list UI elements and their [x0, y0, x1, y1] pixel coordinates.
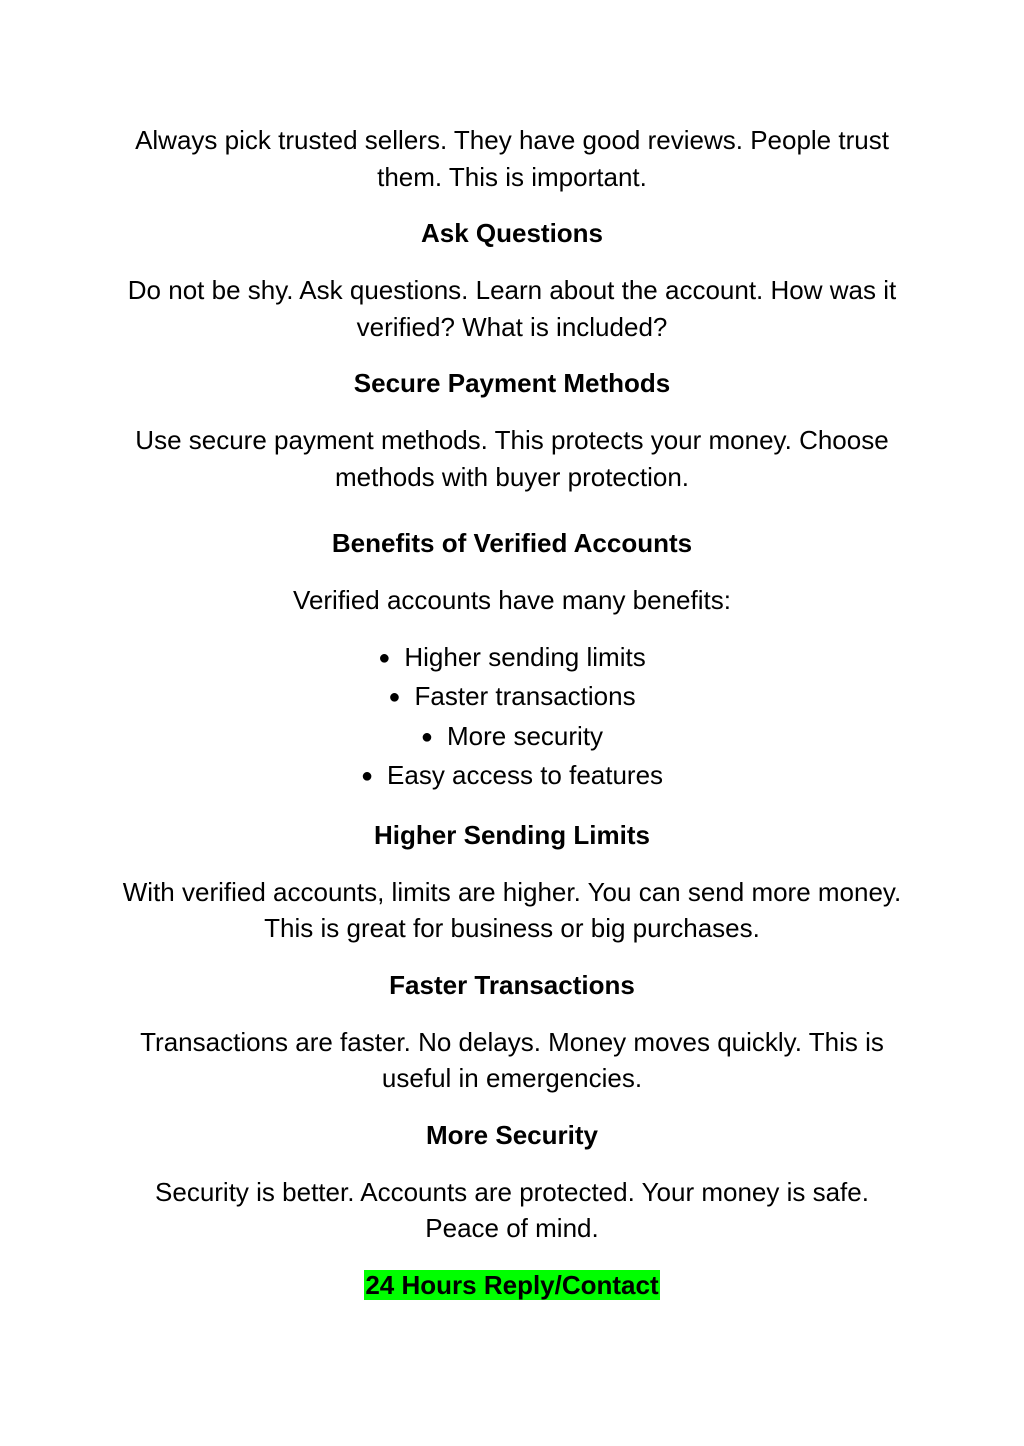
list-item [0, 678, 1024, 718]
faster-transactions-heading: Faster Transactions [389, 969, 635, 1000]
bullet-icon: ● [378, 646, 391, 669]
bullet-icon: ● [360, 765, 374, 787]
list-item-label: More security [447, 720, 604, 751]
more-security-paragraph: Security is better. Accounts are protected. Your money is safe. Peace of mind. [155, 1176, 869, 1243]
faster-transactions-paragraph: Transactions are faster. No delays. Money moves quickly. This is useful in emergencies. [140, 1026, 884, 1093]
bullet-icon: ● [420, 725, 434, 748]
higher-limits-heading: Higher Sending Limits [374, 819, 650, 850]
secure-payment-heading: Secure Payment Methods [353, 368, 671, 398]
contact-highlight: 24 Hours Reply/Contact [365, 1269, 659, 1300]
list-item-label: Easy access to features [387, 760, 664, 790]
benefits-list [0, 639, 1024, 797]
list-item-label: Faster transactions [414, 681, 636, 711]
list-item [0, 718, 1024, 758]
benefits-heading: Benefits of Verified Accounts [331, 528, 693, 558]
secure-payment-paragraph: Use secure payment methods. This protects your money. Choose methods with buyer protection. [135, 425, 889, 492]
list-item [0, 757, 1024, 797]
list-item [0, 639, 1024, 679]
trusted-sellers-paragraph: Always pick trusted sellers. They have good reviews. People trust them. This is important. [135, 125, 889, 192]
contact-heading [0, 1267, 1024, 1303]
ask-questions-paragraph: Do not be shy. Ask questions. Learn about the account. How was it verified? What is included? [127, 275, 897, 342]
benefits-intro: Verified accounts have many benefits: [293, 585, 731, 615]
ask-questions-heading: Ask Questions [420, 218, 604, 248]
higher-limits-paragraph: With verified accounts, limits are higher. You can send more money. This is great for business or big purchases. [122, 876, 902, 943]
more-security-heading: More Security [426, 1119, 598, 1150]
list-item-label: Higher sending limits [404, 641, 646, 672]
bullet-icon: ● [388, 686, 401, 708]
